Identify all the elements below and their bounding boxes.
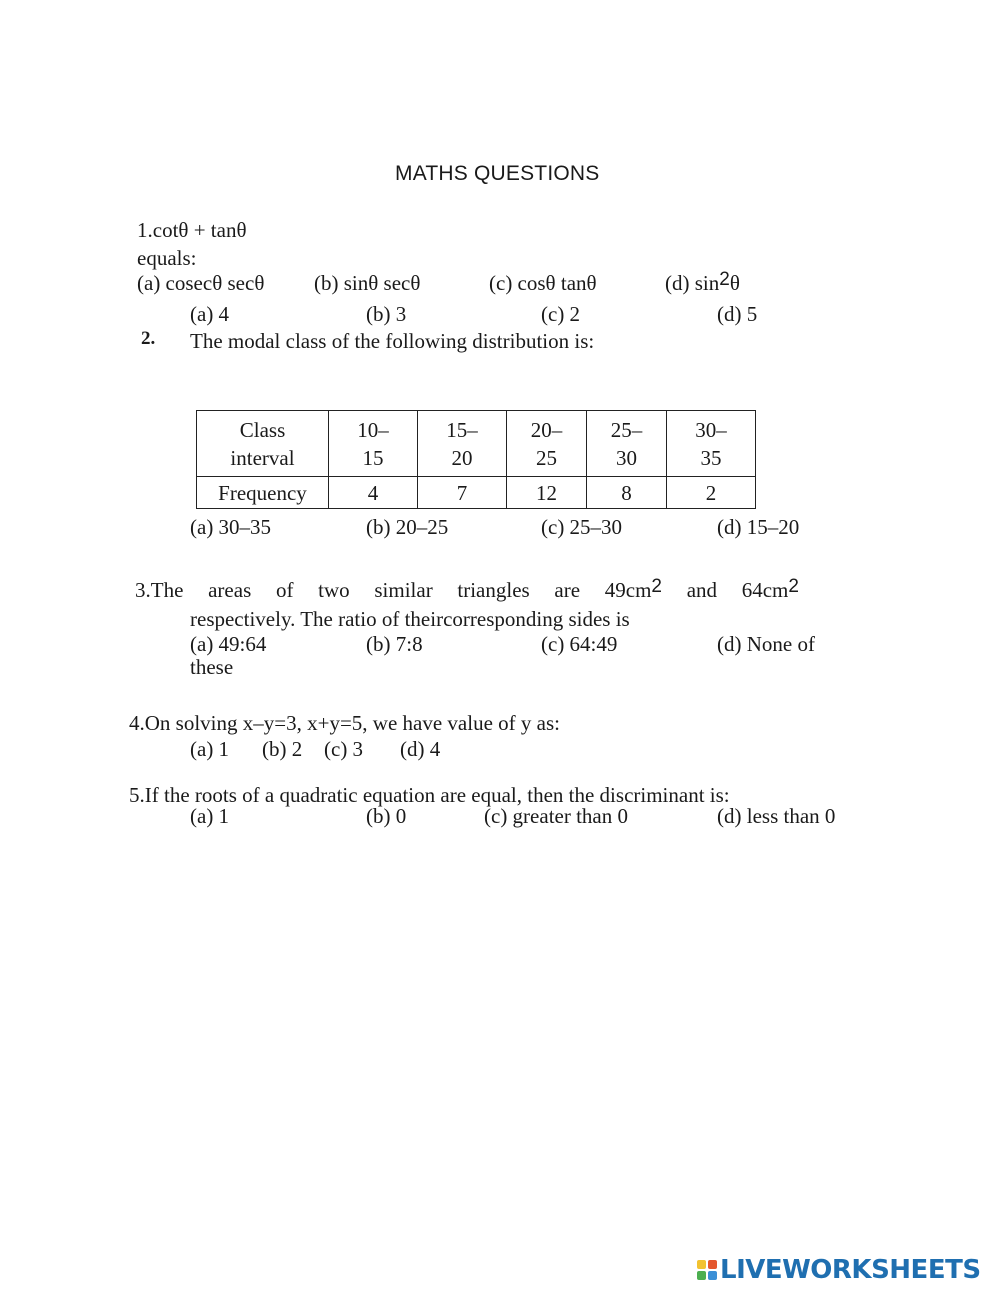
q3-text-line2: respectively. The ratio of theircorresponding sides is xyxy=(190,607,630,631)
liveworksheets-logo[interactable] xyxy=(697,1255,981,1285)
q5-option-d: (d) less than 0 xyxy=(717,804,836,828)
q5-option-a: (a) 1 xyxy=(190,804,230,828)
q3-option-b: (b) 7:8 xyxy=(366,632,423,656)
q1-text-line2: equals: xyxy=(137,246,197,270)
table-cell-interval: 15– 20 xyxy=(418,411,507,477)
logo-tile xyxy=(697,1260,706,1269)
q4-text: 4.On solving x–y=3, x+y=5, we have value of y as: xyxy=(129,711,560,735)
q2-option-a: (a) 30–35 xyxy=(190,515,272,539)
q4-option-a: (a) 1 xyxy=(190,737,230,761)
table-cell-interval: 25– 30 xyxy=(587,411,667,477)
q4-option-c: (c) 3 xyxy=(324,737,364,761)
q1-option-d: (d) $\sin^2\theta$ xyxy=(665,269,740,295)
q2-text: The modal class of the following distribution is: xyxy=(190,329,595,353)
table-cell-frequency: 2 xyxy=(667,477,756,509)
q1-answer-c: (c) 2 xyxy=(541,302,581,326)
table-header-class-interval: Class interval xyxy=(197,411,329,477)
q3-option-a: (a) 49:64 xyxy=(190,632,267,656)
q1-option-b: (b) sinθ secθ xyxy=(314,271,421,295)
logo-tile xyxy=(697,1271,706,1280)
q5-option-b: (b) 0 xyxy=(366,804,407,828)
q2-option-d: (d) 15–20 xyxy=(717,515,800,539)
table-cell-interval: 30– 35 xyxy=(667,411,756,477)
q3-area1-exponent: 2 xyxy=(651,576,662,597)
table-row-class-interval xyxy=(197,411,756,477)
table-cell-frequency: 8 xyxy=(587,477,667,509)
liveworksheets-logo-icon xyxy=(697,1260,717,1280)
q1-text-line1: 1.cotθ + tanθ xyxy=(137,218,247,242)
q1-option-d-exponent: 2 xyxy=(719,269,730,290)
q4-option-b: (b) 2 xyxy=(262,737,303,761)
q3-option-d: (d) None of xyxy=(717,632,815,656)
table-cell-frequency: 4 xyxy=(329,477,418,509)
table-cell-interval: 20– 25 xyxy=(507,411,587,477)
q1-answer-d: (d) 5 xyxy=(717,302,758,326)
q3-option-c: (c) 64:49 xyxy=(541,632,618,656)
table-cell-frequency: 7 xyxy=(418,477,507,509)
table-cell-interval: 10– 15 xyxy=(329,411,418,477)
q3-option-d-wrap: these xyxy=(190,655,234,679)
liveworksheets-logo-text: LIVEWORKSHEETS xyxy=(720,1255,981,1285)
q2-number: 2. xyxy=(141,328,156,349)
q5-option-c: (c) greater than 0 xyxy=(484,804,628,828)
page-title: MATHS QUESTIONS xyxy=(395,162,600,185)
q1-option-a: (a) cosecθ secθ xyxy=(137,271,265,295)
q1-answer-a: (a) 4 xyxy=(190,302,230,326)
q3-area2-exponent: 2 xyxy=(788,576,799,597)
q5-text: 5.If the roots of a quadratic equation are equal, then the discriminant is: xyxy=(129,783,730,807)
table-cell-frequency: 12 xyxy=(507,477,587,509)
distribution-table xyxy=(196,410,756,509)
q2-option-c: (c) 25–30 xyxy=(541,515,623,539)
q1-option-c: (c) cosθ tanθ xyxy=(489,271,597,295)
logo-tile xyxy=(708,1271,717,1280)
q4-option-d: (d) 4 xyxy=(400,737,441,761)
q1-answer-b: (b) 3 xyxy=(366,302,407,326)
table-row-frequency xyxy=(197,477,756,509)
q2-option-b: (b) 20–25 xyxy=(366,515,449,539)
logo-tile xyxy=(708,1260,717,1269)
table-header-frequency: Frequency xyxy=(197,477,329,509)
q3-text-line1: 3.The areas of two similar triangles are $49cm^2$ and $64cm^2$ xyxy=(135,576,799,602)
